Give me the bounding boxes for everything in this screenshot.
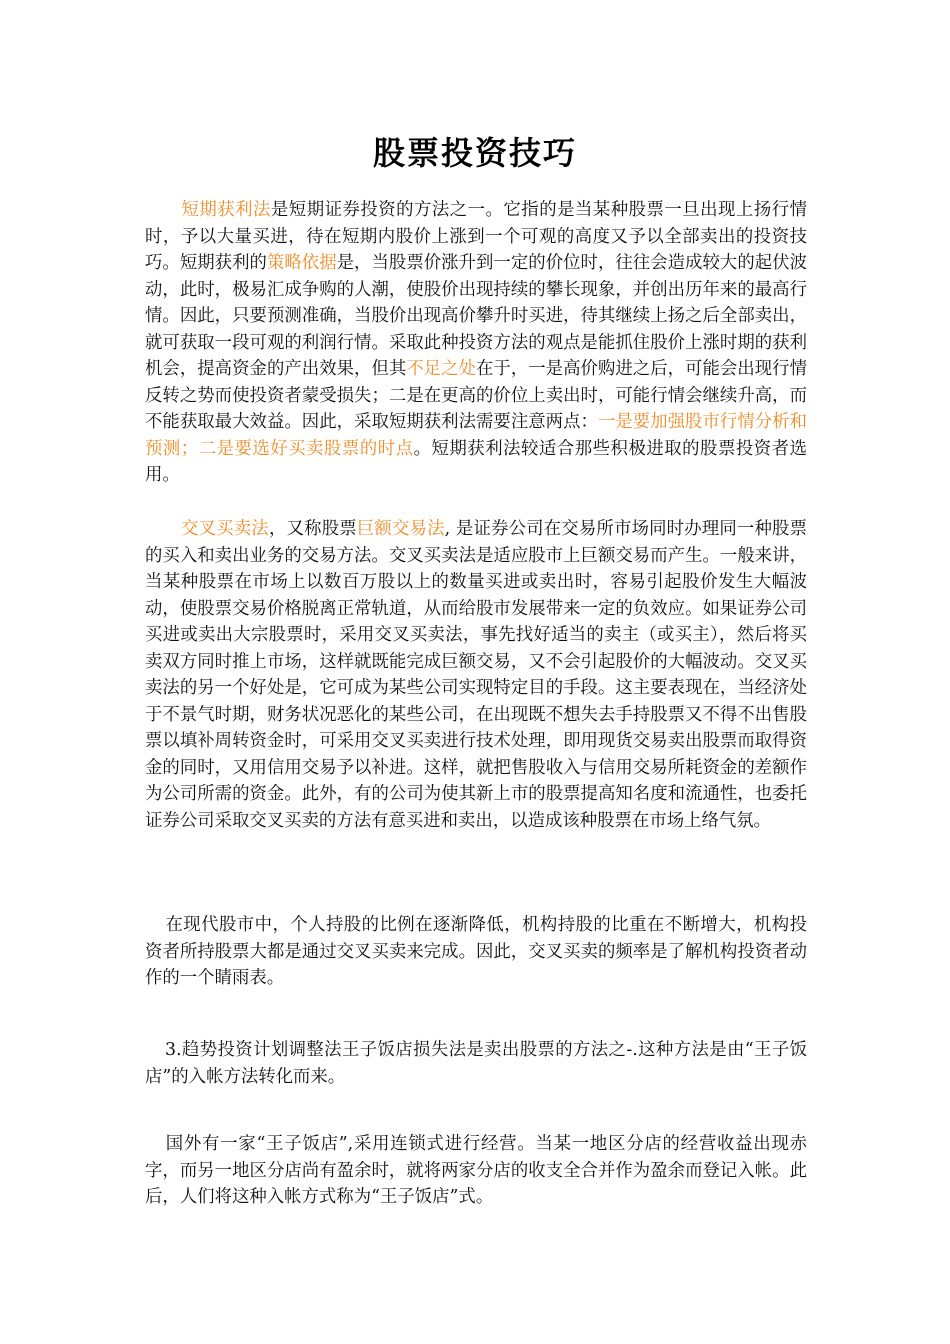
paragraph-short-term-profit: [145, 197, 807, 489]
text-segment: , 是证券公司在交易所市场同时办理同一种股票的买入和卖出业务的交易方法。交叉买卖法是适应股市上巨额交易而产生。一般来讲，当某种股票在市场上以数百万股以上的数量买进或卖出时，容易引起股价发生大幅波动，使股票交易价格脱离正常轨道，从而给股市发展带来一定的负效应。如果证券公司买进或卖出大宗股票时，采用交叉买卖法，事先找好适当的卖主（或买主），然后将买卖双方同时推上市场，这样就既能完成巨额交易，又不会引起股价的大幅波动。交叉买卖法的另一个好处是，它可成为某些公司实现特定目的手段。这主要表现在，当经济处于不景气时期，财务状况恶化的某些公司，在出现既不想失去手持股票又不得不出售股票以填补周转资金时，可采用交叉买卖进行技术处理，即用现货交易卖出股票而取得资金的同时，又用信用交易予以补进。这样，就把售股收入与信用交易所耗资金的差额作为公司所需的资金。此外，有的公司为使其新上市的股票提高知名度和流通性，也委托证券公司采取交叉买卖的方法有意买进和卖出，以造成该种股票在市场上络气氛。: [145, 519, 807, 831]
text-segment: 在于，一是高价购进之后，可能会出现行情反转之势而使投资者蒙受损失；二是在更高的价位上卖出时，可能行情会继续升高，而不能获取最大效益。因此，采取短期获利法需要注意两点：: [145, 359, 807, 432]
text-segment: ，又称股票: [269, 519, 357, 539]
text-segment: 是，当股票价涨升到一定的价位时，往往会造成较大的起伏波动，此时，极易汇成争购的人潮，使股价出现持续的攀长现象，并创出历年来的最高行情。因此，只要预测准确，当股价出现高价攀升时买进，待其继续上扬之后全部卖出，就可获取一段可观的利润行情。采取此种投资方法的观点是能抓住股价上涨时期的获利机会，提高资金的产出效果，但其: [145, 253, 807, 379]
text-segment: 在现代股市中，个人持股的比例在逐渐降低，机构持股的比重在不断增大，机构投资者所持股票大都是通过交叉买卖来完成。因此，交叉买卖的频率是了解机构投资者动作的一个睛雨表。: [145, 915, 807, 988]
text-segment: 国外有一家“王子饭店”,采用连锁式进行经营。当某一地区分店的经营收益出现赤字，而另一地区分店尚有盈余时，就将两家分店的收支全合并作为盈余而登记入帐。此后，人们将这种入帐方式称为“王子饭店”式。: [145, 1134, 807, 1207]
page-title: 股票投资技巧: [372, 134, 577, 172]
paragraph-cross-trading: [145, 516, 807, 834]
paragraph-institutional: [145, 912, 807, 992]
text-segment: 3.趋势投资计划调整法王子饭店损失法是卖出股票的方法之-.这种方法是由“王子饭店”的入帐方法转化而来。: [145, 1040, 807, 1087]
text-segment: 。短期获利法较适合那些积极进取的股票投资者选用。: [145, 438, 807, 485]
term-cross-trading: 交叉买卖法: [181, 519, 269, 539]
term-short-term-profit: 短期获利法: [181, 200, 271, 220]
term-shortcoming: 不足之处: [406, 359, 476, 379]
term-strategy-basis: 策略依据: [266, 253, 337, 273]
paragraph-prince-hotel-method: [145, 1037, 807, 1090]
term-block-trading: 巨额交易法: [356, 519, 445, 539]
text-segment: 是短期证券投资的方法之一。它指的是当某种股票一旦出现上扬行情时，予以大量买进，待在短期内股价上涨到一个可观的高度又予以全部卖出的投资技巧。短期获利的: [145, 200, 807, 273]
key-points: 一是要加强股市行情分析和预测；二是要选好买卖股票的时点: [145, 412, 807, 459]
paragraph-prince-hotel-story: [145, 1131, 807, 1211]
